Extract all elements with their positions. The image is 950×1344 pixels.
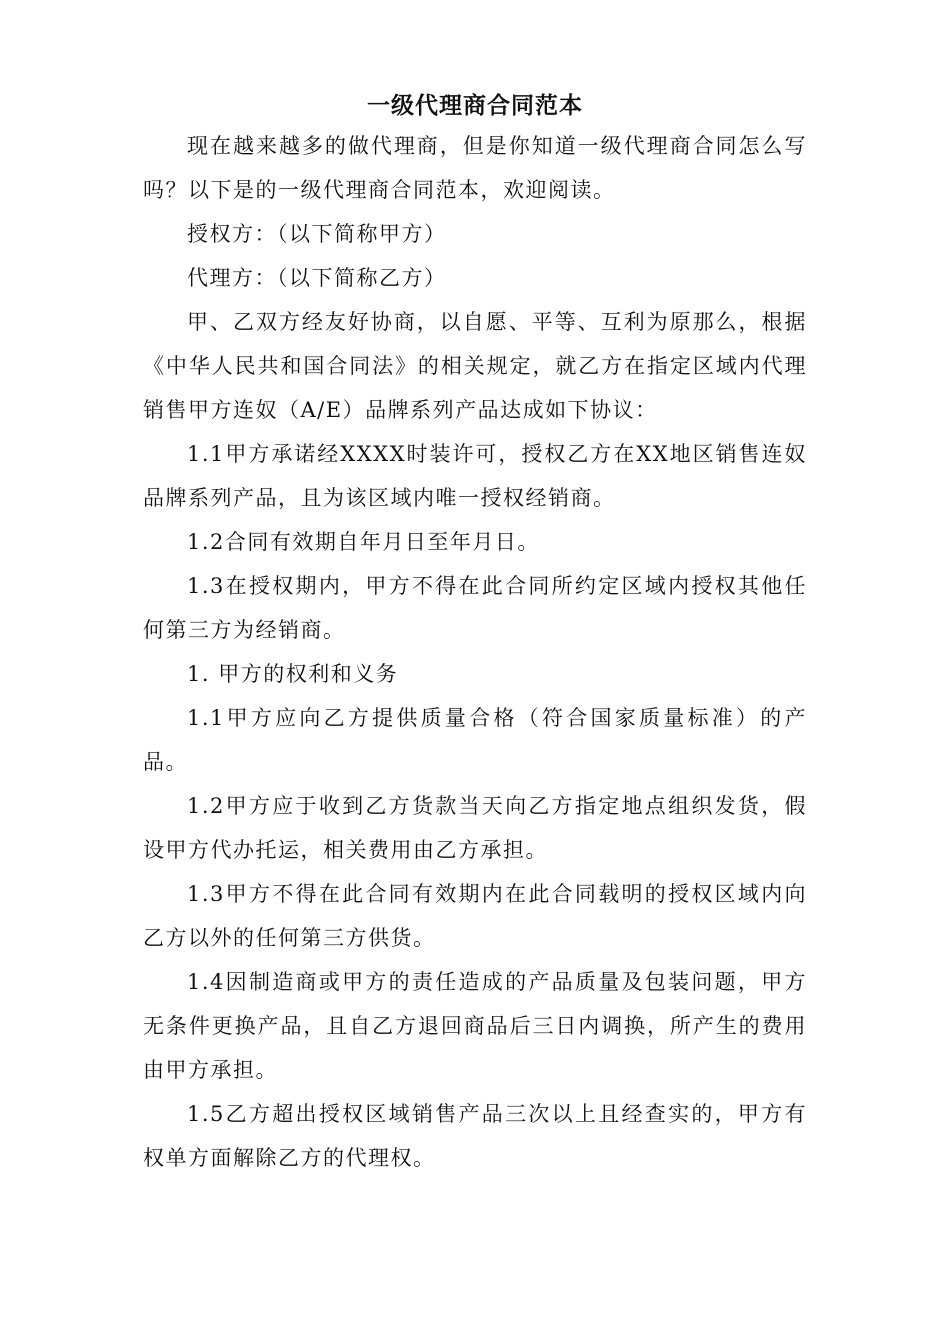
clause-1-3-exclusivity: 1.3在授权期内，甲方不得在此合同所约定区域内授权其他任何第三方为经销商。 [143,574,807,642]
paragraph-preamble: 甲、乙双方经友好协商，以自愿、平等、互利为原那么，根据《中华人民共和国合同法》的相关规定，就乙方在指定区域内代理销售甲方连奴（A/E）品牌系列产品达成如下协议： [143,310,807,422]
clause-1-1-quality: 1.1甲方应向乙方提供质量合格（符合国家质量标准）的产品。 [143,706,807,774]
clause-1-2-term: 1.2合同有效期自年月日至年月日。 [187,530,540,554]
document-title: 一级代理商合同范本 [367,93,583,119]
paragraph-agent: 代理方：（以下简称乙方） [187,266,447,290]
clause-1-1-authorization: 1.1甲方承诺经XXXX时装许可，授权乙方在XX地区销售连奴品牌系列产品，且为该区域内唯一授权经销商。 [143,442,807,510]
clause-1-5-termination: 1.5乙方超出授权区域销售产品三次以上且经查实的，甲方有权单方面解除乙方的代理权。 [143,1102,807,1170]
section-heading-party-a-rights: 1. 甲方的权利和义务 [187,662,399,686]
clause-1-4-replacement: 1.4因制造商或甲方的责任造成的产品质量及包装问题，甲方无条件更换产品，且自乙方退回商品后三日内调换，所产生的费用由甲方承担。 [143,970,807,1082]
clause-1-3-supply: 1.3甲方不得在此合同有效期内在此合同载明的授权区域内向乙方以外的任何第三方供货。 [143,882,807,950]
clause-1-2-shipping: 1.2甲方应于收到乙方货款当天向乙方指定地点组织发货，假设甲方代办托运，相关费用由乙方承担。 [143,794,807,862]
document-body [143,88,807,1180]
paragraph-intro: 现在越来越多的做代理商，但是你知道一级代理商合同怎么写吗？以下是的一级代理商合同范本，欢迎阅读。 [143,134,807,202]
paragraph-authorizer: 授权方：（以下简称甲方） [187,222,447,246]
